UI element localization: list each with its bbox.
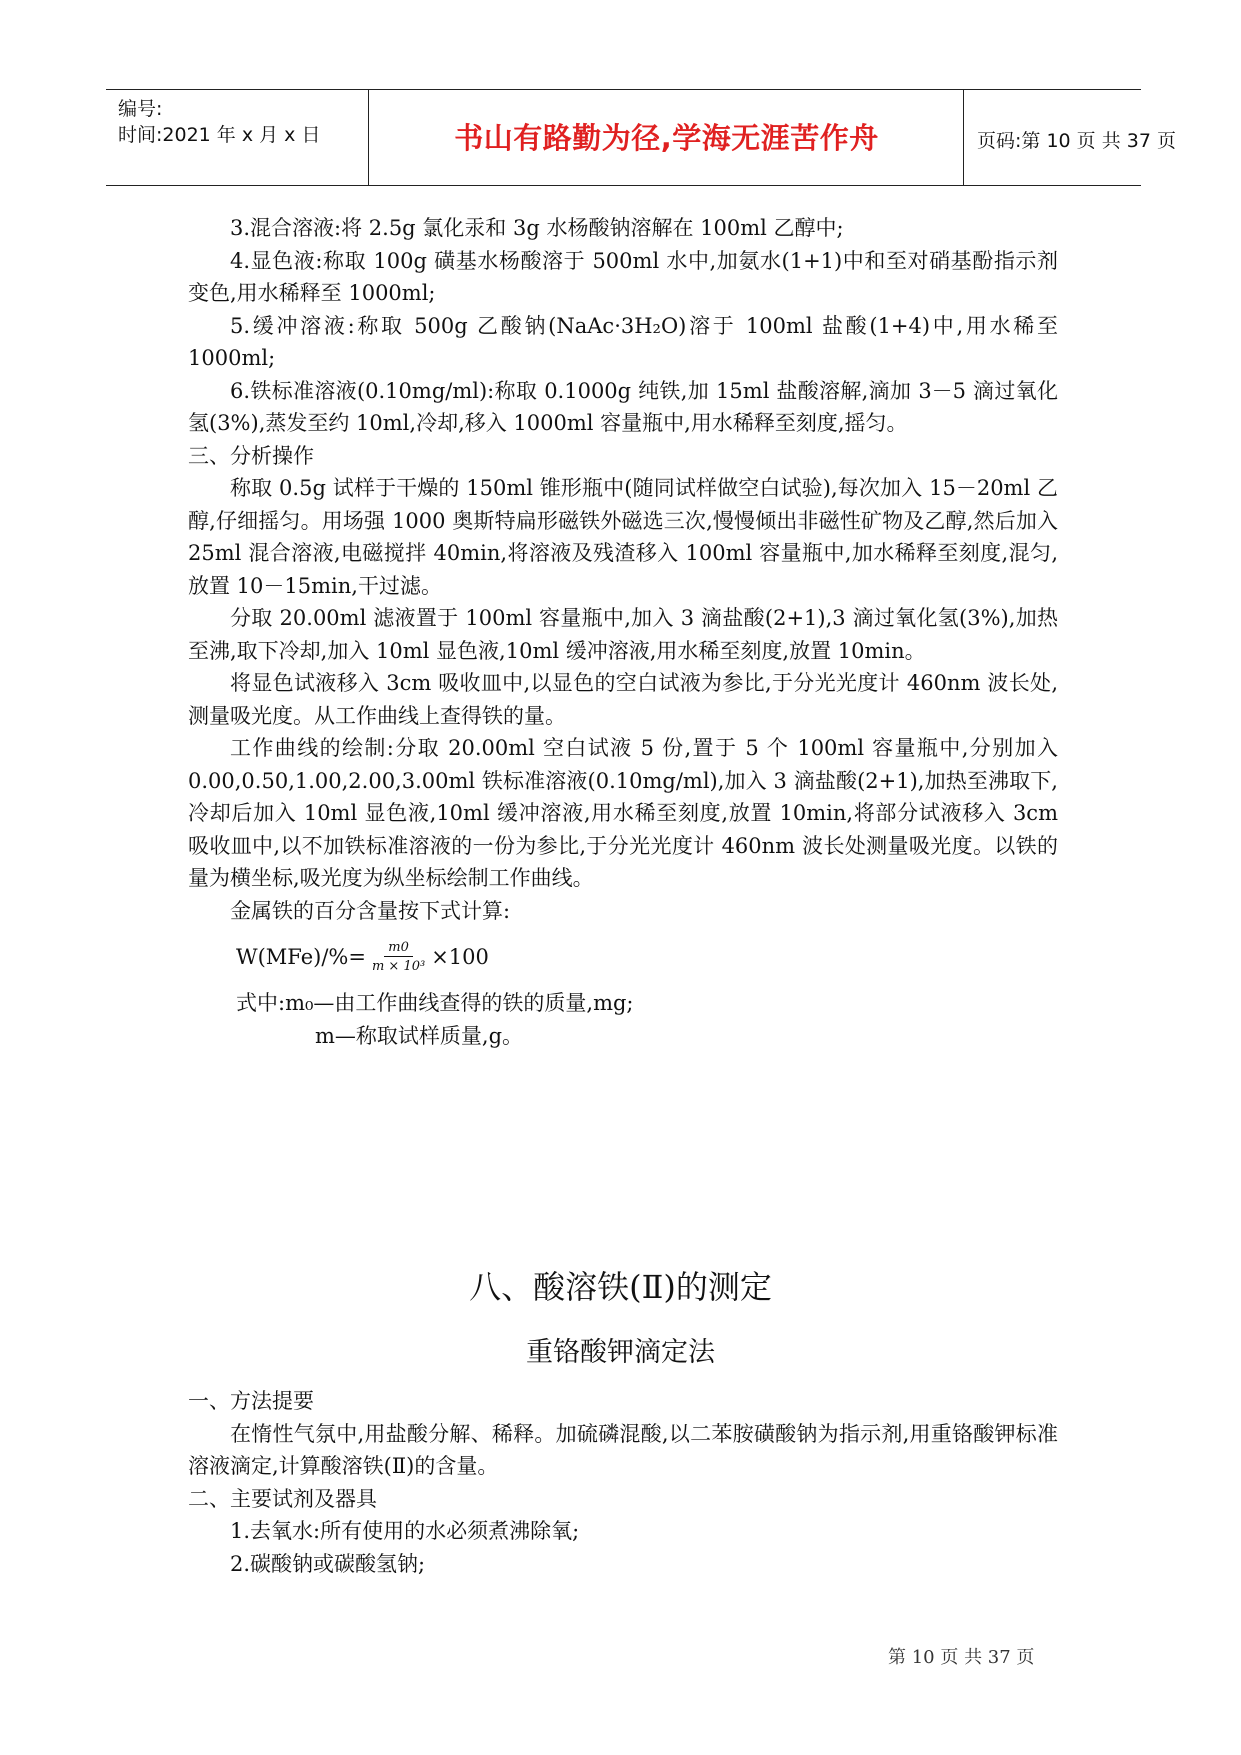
section-heading-analysis: 三、分析操作 (188, 443, 314, 468)
formula-rhs: ×100 (431, 945, 489, 969)
formula-denominator: m × 10³ (371, 959, 426, 974)
section-heading-reagents: 二、主要试剂及器具 (188, 1486, 377, 1511)
paragraph-mixed-solution: 3.混合溶液:将 2.5g 氯化汞和 3g 水杨酸钠溶解在 100ml 乙醇中; (230, 216, 844, 240)
section-heading-principle: 一、方法提要 (188, 1389, 314, 1413)
page-header (106, 89, 1176, 186)
paragraph-weighing: 称取 0.5g 试样于干燥的 150ml 锥形瓶中(随同试样做空白试验),每次加入 15－20ml 乙醇,仔细摇匀。用场强 1000 奥斯特扁形磁铁外磁选三次,慢慢倾出非磁性矿物及乙醇,然后加入 25ml 混合溶液,电磁搅拌 40min,将溶液及残渣移入 100ml 容量瓶中,加水稀释至刻度,混匀,放置 10－15min,干过滤。 (188, 476, 1058, 598)
formula-numerator: m0 (384, 940, 413, 957)
section-title: 八、酸溶铁(Ⅱ)的测定 (469, 1268, 772, 1306)
reagent-item-1: 1.去氧水:所有使用的水必须煮沸除氧; (230, 1519, 580, 1543)
formula-lhs: W(MFe)/%= (236, 945, 366, 969)
paragraph-measure: 将显色试液移入 3cm 吸收皿中,以显色的空白试液为参比,于分光光度计 460nm 波长处,测量吸光度。从工作曲线上查得铁的量。 (188, 671, 1058, 728)
section-body (188, 1385, 1058, 1580)
paragraph-principle: 在惰性气氛中,用盐酸分解、稀释。加硫磷混酸,以二苯胺磺酸钠为指示剂,用重铬酸钾标准溶液滴定,计算酸溶铁(Ⅱ)的含量。 (188, 1421, 1058, 1478)
paragraph-buffer-solution: 5.缓冲溶液:称取 500g 乙酸钠(NaAc·3H₂O)溶于 100ml 盐酸(1+4)中,用水稀至 1000ml; (188, 313, 1058, 370)
definition-m0: 式中:m₀—由工作曲线查得的铁的质量,mg; (236, 991, 634, 1015)
time-label: 时间:2021 年 x 月 x 日 (118, 124, 321, 146)
formula-fraction (372, 940, 425, 974)
header-right-cell (965, 90, 1176, 185)
motto: 书山有路勤为径,学海无涯苦作舟 (454, 121, 879, 155)
formula (236, 927, 1058, 987)
page-info: 页码:第 10 页 共 37 页 (977, 130, 1176, 152)
reagent-item-2: 2.碳酸钠或碳酸氢钠; (230, 1551, 426, 1576)
paragraph-color-reagent: 4.显色液:称取 100g 磺基水杨酸溶于 500ml 水中,加氨水(1+1)中和至对硝基酚指示剂变色,用水稀释至 1000ml; (188, 248, 1058, 305)
paragraph-calibration-curve: 工作曲线的绘制:分取 20.00ml 空白试液 5 份,置于 5 个 100ml 容量瓶中,分别加入 0.00,0.50,1.00,2.00,3.00ml 铁标准溶液(0.10mg/ml),加入 3 滴盐酸(2+1),加热至沸取下,冷却后加入 10ml 显色液,10ml 缓冲溶液,用水稀至刻度,放置 10min,将部分试液移入 3cm 吸收皿中,以不加铁标准溶液的一份为参比,于分光光度计 460nm 波长处测量吸光度。以铁的量为横坐标,吸光度为纵坐标绘制工作曲线。 (188, 736, 1058, 890)
paragraph-aliquot: 分取 20.00ml 滤液置于 100ml 容量瓶中,加入 3 滴盐酸(2+1),3 滴过氧化氢(3%),加热至沸,取下冷却,加入 10ml 显色液,10ml 缓冲溶液,用水稀至刻度,放置 10min。 (188, 606, 1058, 663)
definition-m: m—称取试样质量,g。 (315, 1023, 524, 1048)
paragraph-formula-intro: 金属铁的百分含量按下式计算: (230, 898, 511, 923)
paragraph-iron-standard: 6.铁标准溶液(0.10mg/ml):称取 0.1000g 纯铁,加 15ml 盐酸溶解,滴加 3－5 滴过氧化氢(3%),蒸发至约 10ml,冷却,移入 1000ml 容量瓶中,用水稀释至刻度,摇匀。 (188, 378, 1058, 435)
header-motto-cell (370, 90, 964, 185)
section-subtitle: 重铬酸钾滴定法 (526, 1337, 715, 1368)
page-footer: 第 10 页 共 37 页 (888, 1647, 1035, 1668)
body-text (188, 212, 1058, 1052)
serial-label: 编号: (118, 98, 163, 120)
header-left-cell (106, 90, 369, 185)
